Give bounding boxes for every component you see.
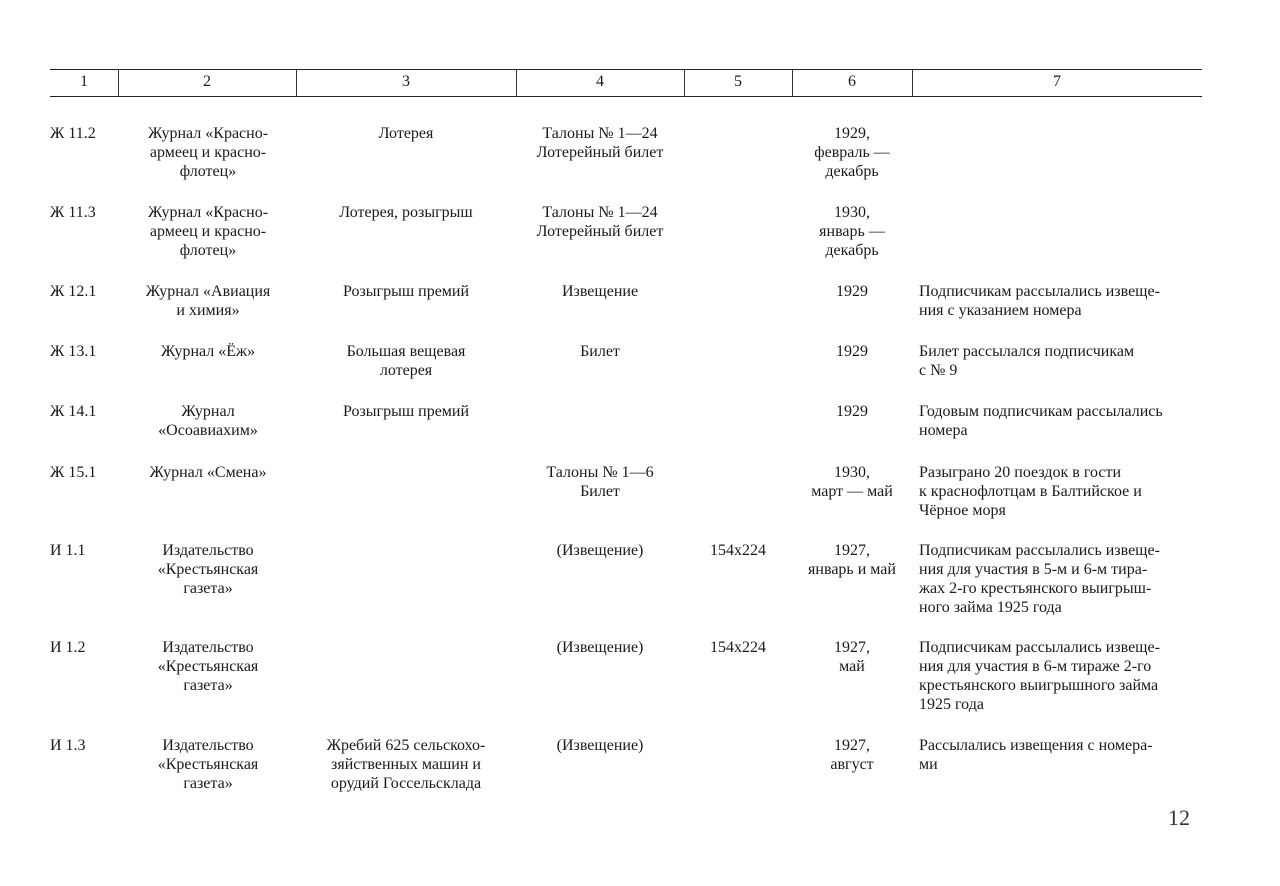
row-source: Издательство «Крестьянская газета» [157, 639, 259, 694]
row-date: 1927, август [830, 737, 874, 773]
row-code: Ж 11.2 [50, 125, 96, 142]
row-date: 1930, март — май [811, 464, 893, 500]
row-document: (Извещение) [556, 639, 644, 656]
header-col-7: 7 [1053, 73, 1061, 90]
header-col-2: 2 [203, 73, 211, 90]
row-date: 1927, январь и май [808, 542, 896, 578]
page-number: 12 [1168, 805, 1190, 830]
row-event: Розыгрыш премий [342, 283, 470, 300]
row-code: И 1.3 [50, 737, 86, 754]
row-code: Ж 15.1 [50, 464, 97, 481]
row-event: Большая вещевая лотерея [346, 343, 466, 379]
row-date: 1929, февраль — декабрь [814, 125, 890, 180]
row-note: Билет рассылался подписчикам с № 9 [919, 343, 1135, 379]
row-note: Подписчикам рассылались извеще- ния для участия в 5-м и 6-м тира- жах 2-го крестьянского выигрыш- ного займа 1925 года [919, 542, 1160, 616]
row-code: И 1.1 [50, 542, 86, 559]
row-note: Рассылались извещения с номера- ми [919, 737, 1153, 773]
row-date: 1929 [836, 283, 868, 300]
row-document: Извещение [561, 283, 639, 300]
row-source: Журнал «Авиация и химия» [145, 283, 271, 319]
row-source: Издательство «Крестьянская газета» [157, 542, 259, 597]
row-source: Журнал «Красно- армеец и красно- флотец» [147, 125, 269, 180]
row-note: Подписчикам рассылались извеще- ния с указанием номера [919, 283, 1160, 319]
row-code: Ж 13.1 [50, 343, 97, 360]
row-date: 1929 [836, 343, 868, 360]
table-header [50, 69, 1202, 97]
row-event: Лотерея [378, 125, 434, 142]
row-source: Журнал «Ёж» [160, 343, 256, 360]
row-size: 154x224 [710, 639, 766, 656]
header-col-3: 3 [402, 73, 410, 90]
row-source: Журнал «Смена» [149, 464, 267, 481]
header-col-5: 5 [734, 73, 742, 90]
row-source: Журнал «Осоавиахим» [158, 403, 258, 439]
row-document: Талоны № 1—6 Билет [546, 464, 654, 500]
row-source: Издательство «Крестьянская газета» [157, 737, 259, 792]
row-event: Лотерея, розыгрыш [339, 204, 473, 221]
row-document: (Извещение) [556, 737, 644, 754]
row-code: И 1.2 [50, 639, 86, 656]
row-document: Талоны № 1—24 Лотерейный билет [536, 204, 664, 240]
row-code: Ж 14.1 [50, 403, 97, 420]
row-note: Подписчикам рассылались извеще- ния для участия в 6-м тираже 2-го крестьянского выигрышного займа 1925 года [919, 639, 1160, 713]
header-col-4: 4 [596, 73, 604, 90]
row-code: Ж 12.1 [50, 283, 97, 300]
row-size: 154x224 [710, 542, 766, 559]
row-event: Розыгрыш премий [342, 403, 470, 420]
row-date: 1930, январь — декабрь [819, 204, 885, 259]
row-note: Разыграно 20 поездок в гости к краснофлотцам в Балтийское и Чёрное моря [919, 464, 1142, 519]
row-document: Билет [580, 343, 620, 360]
header-col-6: 6 [848, 73, 856, 90]
row-event: Жребий 625 сельскохо- зяйственных машин и орудий Госсельсклада [326, 737, 486, 792]
row-source: Журнал «Красно- армеец и красно- флотец» [147, 204, 269, 259]
row-date: 1929 [836, 403, 868, 420]
row-document: (Извещение) [556, 542, 644, 559]
row-note: Годовым подписчикам рассылались номера [919, 403, 1163, 439]
row-document: Талоны № 1—24 Лотерейный билет [536, 125, 664, 161]
header-col-1: 1 [80, 73, 88, 90]
row-date: 1927, май [834, 639, 870, 675]
row-code: Ж 11.3 [50, 204, 96, 221]
